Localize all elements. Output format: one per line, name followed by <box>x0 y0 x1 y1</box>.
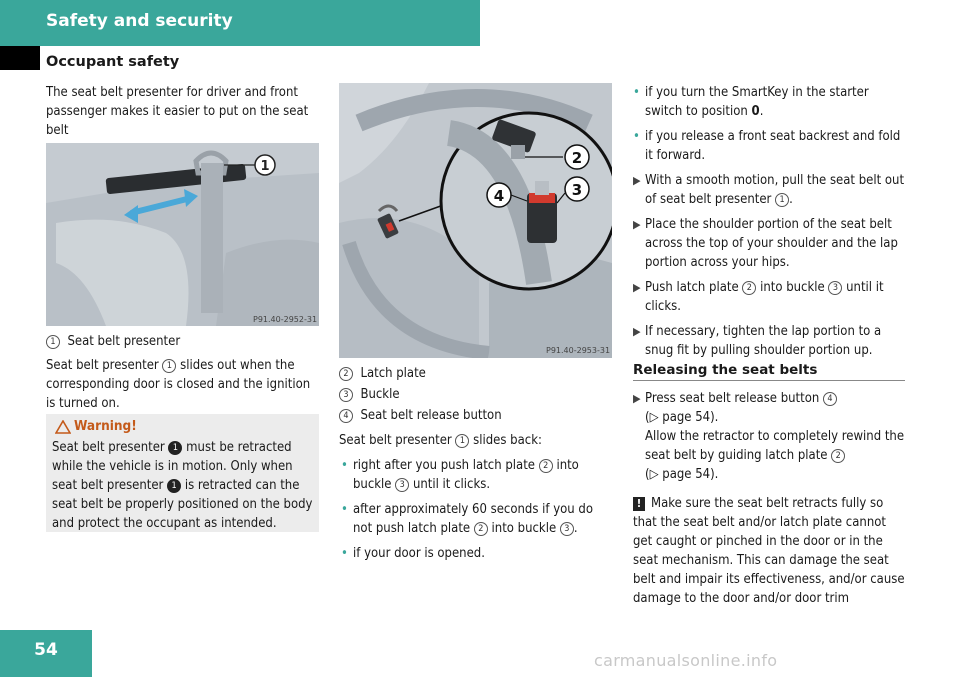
list-item <box>633 83 907 121</box>
callout-marker-1: 1 <box>162 359 176 373</box>
step-arrow-icon: ▶ <box>633 392 641 405</box>
item-text: after approximately 60 seconds if you do not push latch plate <box>353 502 594 536</box>
warning-text: must be retracted while the vehicle is in motion. Only when seat belt presenter <box>52 440 293 493</box>
step-arrow-icon: ▶ <box>633 174 641 187</box>
warning-text: Seat belt presenter <box>52 440 165 455</box>
bullet-icon: • <box>633 129 640 144</box>
note-text: Make sure the seat belt retracts fully so that the seat belt and/or latch plate cannot get caught or pinched in the door or in the seat mechanism. This can damage the seat belt and impair its effectiveness, and/or cause damage to the door and/or door trim <box>633 496 905 606</box>
para-text: Seat belt presenter <box>46 358 159 373</box>
legend-item <box>339 385 615 404</box>
fig2-code: P91.40-2953-31 <box>546 346 611 355</box>
slides-back-paragraph <box>339 431 615 450</box>
item-text: Push latch plate <box>645 280 739 295</box>
page-number: 54 <box>34 640 58 660</box>
callout-marker-3: 3 <box>339 388 353 402</box>
step-item <box>633 215 907 272</box>
callout-marker-2: 2 <box>539 459 553 473</box>
para-text: slides back: <box>473 433 542 448</box>
subsection-title: Occupant safety <box>46 54 180 70</box>
page-tab-marker <box>0 46 40 70</box>
item-text: With a smooth motion, pull the seat belt out of seat belt presenter <box>645 173 905 207</box>
warning-content <box>52 417 318 533</box>
callout-marker-3: 3 <box>828 281 842 295</box>
item-text: until it clicks. <box>412 477 491 492</box>
fig2-callout-4: 4 <box>493 187 505 205</box>
warning-text: is retracted can the seat belt be properly positioned on the body and protect the occupant as intended. <box>52 478 313 531</box>
fig1-callout-1: 1 <box>260 159 270 174</box>
item-text: Place the shoulder portion of the seat belt across the top of your shoulder and the lap portion across your hips. <box>645 217 898 270</box>
list-item <box>633 127 907 165</box>
step-arrow-icon: ▶ <box>633 281 641 294</box>
item-text: if your door is opened. <box>353 546 485 561</box>
callout-marker-4: 4 <box>339 409 353 423</box>
legend-label: Buckle <box>360 387 400 402</box>
callout-marker-1: 1 <box>46 335 60 349</box>
callout-marker-2: 2 <box>831 449 845 463</box>
legend-item <box>339 364 615 383</box>
releasing-content <box>633 389 907 608</box>
item-text: into buckle <box>760 280 825 295</box>
callout-marker-2: 2 <box>742 281 756 295</box>
caution-note <box>633 494 907 608</box>
para-text: slides out when the corresponding door is closed and the ignition is turned on. <box>46 358 311 411</box>
callout-marker-2: 2 <box>474 522 488 536</box>
latch-buckle-illustration <box>339 83 612 358</box>
bullet-icon: • <box>341 502 348 517</box>
item-text: Press seat belt release button <box>645 391 820 406</box>
slides-back-list <box>341 456 611 563</box>
seat-belt-presenter-illustration <box>46 143 319 326</box>
item-text: . <box>759 104 764 119</box>
callout-marker-3: 3 <box>395 478 409 492</box>
step-item <box>633 389 907 484</box>
legend-label: Seat belt presenter <box>67 334 181 349</box>
item-text: until it clicks. <box>645 280 884 314</box>
caution-icon: ! <box>633 497 645 511</box>
callout-marker-1: 1 <box>168 441 182 455</box>
step-item <box>633 322 907 360</box>
watermark: carmanualsonline.info <box>594 651 778 670</box>
step-arrow-icon: ▶ <box>633 325 641 338</box>
step-item <box>633 278 907 316</box>
intro-paragraph: The seat belt presenter for driver and front passenger makes it easier to put on the seat belt <box>46 85 309 138</box>
list-item <box>341 456 611 494</box>
item-text: right after you push latch plate <box>353 458 535 473</box>
figure-latch-buckle <box>339 83 612 358</box>
warning-triangle-icon <box>55 420 71 434</box>
page-reference[interactable]: (▷ page 54). <box>645 467 719 482</box>
step-item <box>633 171 907 209</box>
item-text: into buckle <box>353 458 579 492</box>
presenter-paragraph <box>46 356 322 413</box>
fig2-callout-3: 3 <box>571 181 583 199</box>
legend-label: Seat belt release button <box>360 408 502 423</box>
callout-marker-4: 4 <box>823 392 837 406</box>
callout-marker-3: 3 <box>560 522 574 536</box>
callout-marker-1: 1 <box>455 434 469 448</box>
col3-content <box>633 83 907 360</box>
para-text: Seat belt presenter <box>339 433 452 448</box>
bullet-icon: • <box>633 85 640 100</box>
page-reference[interactable]: (▷ page 54). <box>645 410 719 425</box>
bullet-icon: • <box>341 458 348 473</box>
heading-rule <box>633 380 905 381</box>
item-text: if you turn the SmartKey in the starter switch to position <box>645 85 869 119</box>
item-text: Allow the retractor to completely rewind the seat belt by guiding latch plate <box>645 429 905 463</box>
list-item <box>341 500 611 538</box>
section-title: Safety and security <box>46 11 233 31</box>
callout-marker-2: 2 <box>339 367 353 381</box>
fig1-code: P91.40-2952-31 <box>253 315 318 324</box>
step-arrow-icon: ▶ <box>633 218 641 231</box>
item-text: into buckle <box>491 521 557 536</box>
bullet-icon: • <box>341 546 348 561</box>
figure-seat-belt-presenter <box>46 143 319 326</box>
item-text: If necessary, tighten the lap portion to a snug fit by pulling shoulder portion up. <box>645 324 882 358</box>
releasing-heading: Releasing the seat belts <box>633 362 818 378</box>
item-text: if you release a front seat backrest and fold it forward. <box>645 129 901 163</box>
item-text: . <box>789 192 793 207</box>
fig2-callout-2: 2 <box>571 149 583 167</box>
item-text: . <box>573 521 578 536</box>
legend-seat-belt-presenter <box>46 332 180 351</box>
legend-label: Latch plate <box>360 366 426 381</box>
legend-item <box>339 406 615 425</box>
callout-marker-1: 1 <box>775 193 789 207</box>
callout-marker-1: 1 <box>167 479 181 493</box>
legend-list <box>339 364 615 425</box>
list-item <box>341 544 611 563</box>
warning-title: Warning! <box>74 418 137 434</box>
position-value: 0 <box>751 104 760 119</box>
